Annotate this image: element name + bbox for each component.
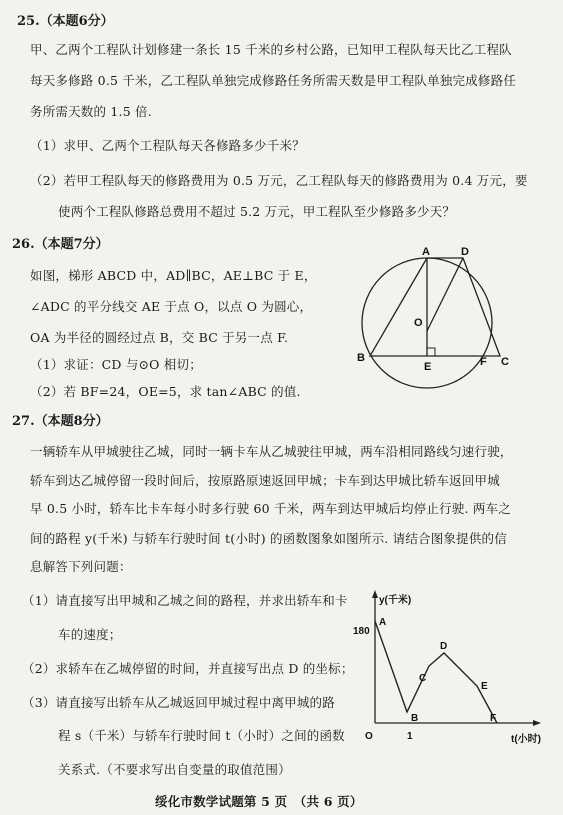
q27-line1: 一辆轿车从甲城驶往乙城，同时一辆卡车从乙城驶往甲城，两车沿相同路线匀速行驶，	[30, 444, 513, 459]
q26-line3: OA 为半径的圆经过点 B，交 BC 于另一点 F.	[30, 330, 289, 345]
q27-part3c: 关系式.（不要求写出自变量的取值范围）	[58, 762, 291, 777]
q25-line2: 每天多修路 0.5 千米，乙工程队单独完成修路任务所需天数是甲工程队单独完成修路任	[30, 73, 517, 88]
label-c: C	[501, 356, 509, 368]
page-footer: 绥化市数学试题第 5 页 （共 6 页）	[155, 794, 363, 809]
distance-curve	[375, 621, 497, 723]
q27-line2: 轿车到达乙城停留一段时间后，按原路原速返回甲城；卡车到达甲城比轿车返回甲城	[30, 473, 500, 488]
label-f: F	[480, 356, 487, 368]
q25-part2b: 使两个工程队修路总费用不超过 5.2 万元，甲工程队至少修路多少天？	[58, 204, 456, 219]
q27-part3b: 程 s（千米）与轿车行驶时间 t（小时）之间的函数	[58, 728, 345, 743]
q25-part1: （1）求甲、乙两个工程队每天各修路多少千米？	[30, 138, 305, 153]
point-b-label: B	[411, 713, 419, 724]
q26-line2: ∠ADC 的平分线交 AE 于点 O，以点 O 为圆心，	[30, 299, 313, 314]
q25-line3: 务所需天数的 1.5 倍.	[30, 104, 152, 119]
point-e-label: E	[481, 681, 488, 692]
point-c-label: C	[419, 673, 427, 684]
y-axis-label: y(千米)	[379, 595, 412, 606]
q27-line3: 早 0.5 小时，轿车比卡车每小时多行驶 60 千米，两车到达甲城后均停止行驶. 两车之	[30, 501, 511, 516]
label-b: B	[357, 352, 365, 364]
x-tick-1: 1	[407, 731, 413, 742]
q25-part2a: （2）若甲工程队每天的修路费用为 0.5 万元，乙工程队每天的修路费用为 0.4 万元，要	[30, 173, 528, 188]
q27-part1a: （1）请直接写出甲城和乙城之间的路程，并求出轿车和卡	[22, 593, 348, 608]
label-o: O	[414, 317, 423, 329]
q27-part1b: 车的速度；	[58, 627, 122, 642]
q27-line4: 间的路程 y(千米) 与轿车行驶时间 t(小时) 的函数图象如图所示. 请结合图象提供的信	[30, 531, 507, 546]
point-f-label: F	[490, 713, 497, 724]
label-d: D	[461, 246, 469, 258]
q27-part3a: （3）请直接写出轿车从乙城返回甲城过程中离甲城的路	[22, 695, 335, 710]
q27-title: 27.（本题8分）	[12, 414, 109, 429]
segment-od	[427, 258, 463, 331]
point-d-label: D	[440, 641, 448, 652]
label-a: A	[422, 246, 430, 258]
origin-label: O	[365, 731, 373, 742]
q26-title: 26.（本题7分）	[12, 237, 109, 252]
q26-part1: （1）求证：CD 与⊙O 相切；	[30, 357, 202, 372]
x-axis-label: t(小时)	[511, 734, 541, 745]
y-tick-180: 180	[353, 626, 370, 637]
q27-line5: 息解答下列问题：	[30, 559, 132, 574]
x-axis-arrow	[533, 720, 541, 726]
right-angle-mark	[427, 348, 435, 356]
trapezoid-abcd	[370, 258, 500, 356]
point-a-label: A	[379, 617, 387, 628]
q26-line1: 如图，梯形 ABCD 中，AD∥BC，AE⊥BC 于 E，	[30, 268, 317, 283]
q27-graph	[345, 585, 555, 750]
y-axis-arrow	[372, 590, 378, 598]
label-e: E	[424, 361, 432, 373]
q27-part2: （2）求轿车在乙城停留的时间，并直接写出点 D 的坐标；	[22, 661, 354, 676]
q25-title: 25.（本题6分）	[17, 14, 114, 29]
q26-figure	[345, 246, 525, 406]
q26-part2: （2）若 BF=24，OE=5，求 tan∠ABC 的值.	[30, 384, 301, 399]
q25-line1: 甲、乙两个工程队计划修建一条长 15 千米的乡村公路，已知甲工程队每天比乙工程队	[30, 42, 512, 57]
